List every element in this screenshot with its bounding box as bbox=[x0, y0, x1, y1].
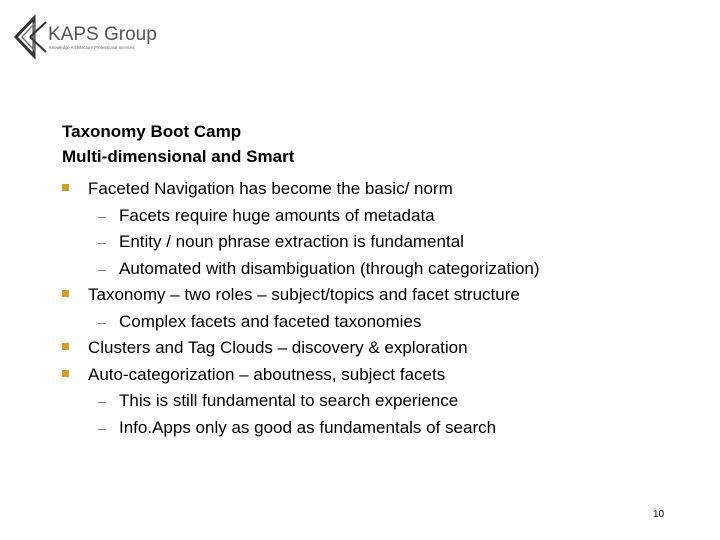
company-logo bbox=[12, 14, 162, 60]
sub-bullet-text: This is still fundamental to search experience bbox=[119, 391, 459, 410]
sub-bullet-text: Info.Apps only as good as fundamentals of search bbox=[119, 417, 497, 437]
bullet-item bbox=[62, 362, 702, 389]
bullet-item bbox=[62, 335, 702, 362]
bullet-item bbox=[62, 176, 702, 203]
dash-bullet-icon: – bbox=[98, 234, 106, 250]
square-bullet-icon bbox=[62, 184, 69, 191]
dash-bullet-icon: – bbox=[98, 313, 106, 330]
dash-bullet-icon: – bbox=[98, 207, 106, 224]
logo-tagline: Knowledge Architecture Professional Services bbox=[49, 45, 135, 50]
dash-bullet-icon: – bbox=[98, 419, 106, 436]
bullet-item bbox=[62, 282, 702, 309]
sub-bullet-text: Complex facets and faceted taxonomies bbox=[119, 311, 422, 331]
sub-bullet-item bbox=[62, 309, 702, 336]
sub-bullet-item bbox=[62, 256, 702, 283]
sub-bullet-item bbox=[62, 203, 702, 230]
sub-bullet-item bbox=[62, 415, 702, 442]
slide-title bbox=[62, 119, 294, 169]
slide-title-line-1: Taxonomy Boot Camp bbox=[62, 122, 242, 141]
bullet-text: Auto-categorization – aboutness, subject facets bbox=[88, 364, 446, 384]
bullet-text: Clusters and Tag Clouds – discovery & exploration bbox=[88, 338, 468, 357]
sub-bullet-item bbox=[62, 229, 702, 256]
bullet-text: Taxonomy – two roles – subject/topics and facet structure bbox=[88, 285, 520, 304]
logo-name: KAPS Group bbox=[48, 24, 157, 45]
square-bullet-icon bbox=[62, 290, 69, 297]
dash-bullet-icon: – bbox=[98, 260, 106, 277]
slide-title-line-2: Multi-dimensional and Smart bbox=[62, 147, 295, 166]
bullet-list bbox=[62, 176, 702, 441]
square-bullet-icon bbox=[62, 343, 69, 350]
sub-bullet-text: Automated with disambiguation (through categorization) bbox=[119, 258, 540, 278]
diamond-arrow-icon bbox=[12, 14, 52, 60]
dash-bullet-icon: – bbox=[98, 393, 106, 409]
square-bullet-icon bbox=[62, 370, 69, 377]
sub-bullet-item bbox=[62, 388, 702, 415]
sub-bullet-text: Entity / noun phrase extraction is fundamental bbox=[119, 232, 464, 251]
bullet-text: Faceted Navigation has become the basic/ norm bbox=[88, 179, 453, 198]
page-number: 10 bbox=[653, 509, 665, 520]
sub-bullet-text: Facets require huge amounts of metadata bbox=[119, 205, 435, 225]
